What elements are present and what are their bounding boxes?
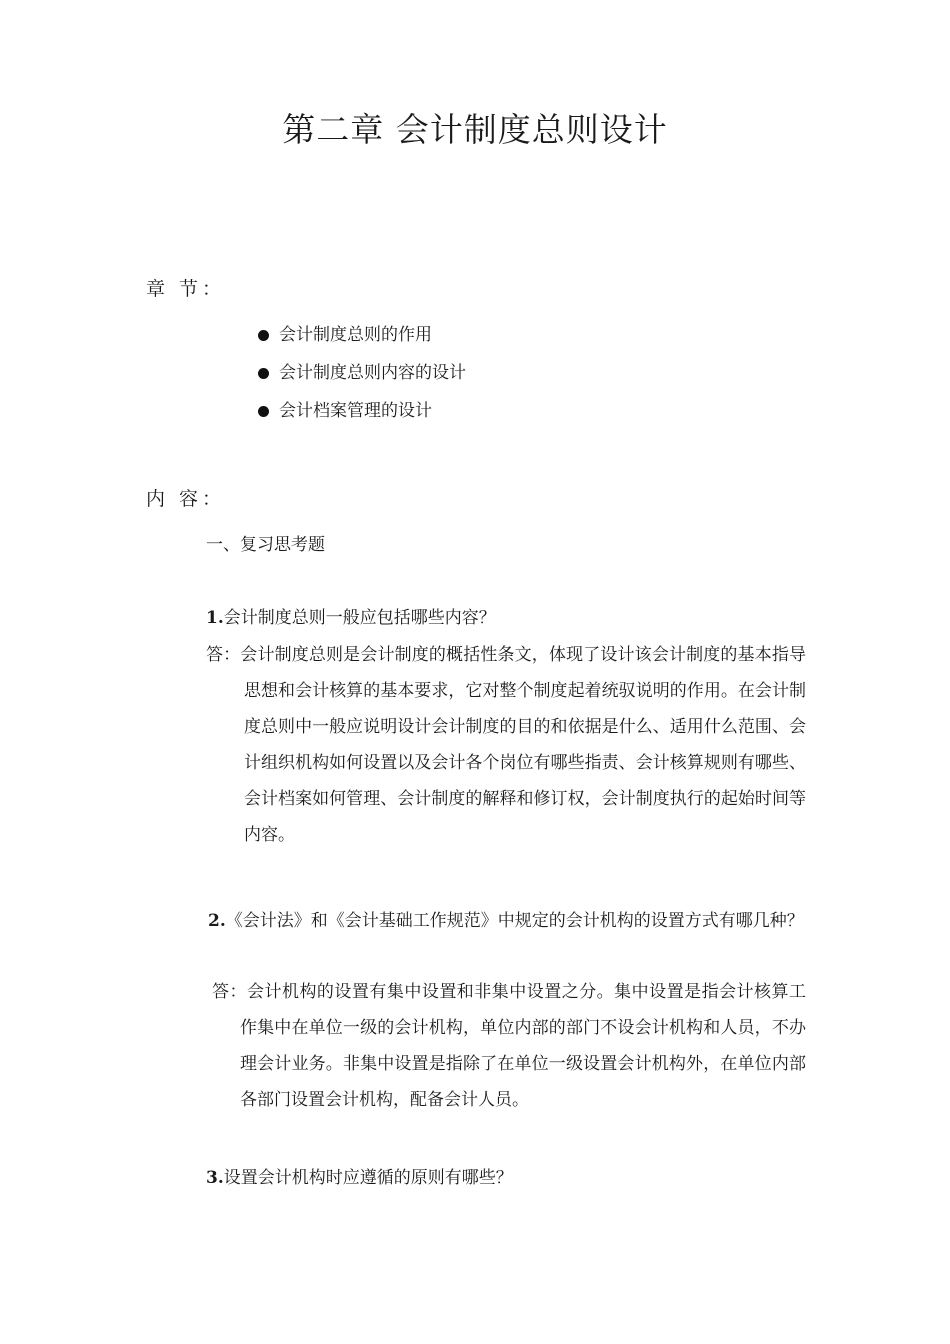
question-number: 2. bbox=[208, 911, 226, 931]
bullet-icon bbox=[258, 406, 269, 417]
answer-1 bbox=[206, 637, 806, 853]
chapter-list bbox=[258, 316, 466, 430]
question-number: 1. bbox=[206, 608, 224, 628]
bullet-icon bbox=[258, 330, 269, 341]
content-label: 内 容： bbox=[146, 488, 226, 510]
bullet-icon bbox=[258, 368, 269, 379]
answer-text: 会计制度总则是会计制度的概括性条文，体现了设计该会计制度的基本指导思想和会计核算的基本要求，它对整个制度起着统驭说明的作用。在会计制度总则中一般应说明设计会计制度的目的和依据是什么、适用什么范围、会计组织机构如何设置以及会计各个岗位有哪些指责、会计核算规则有哪些、会计档案如何管理、会计制度的解释和修订权，会计制度执行的起始时间等内容。 bbox=[240, 645, 807, 845]
list-item bbox=[258, 316, 466, 354]
chapter-item-label: 会计制度总则内容的设计 bbox=[279, 363, 466, 383]
answer-2 bbox=[212, 974, 806, 1118]
chapter-item-label: 会计档案管理的设计 bbox=[279, 401, 432, 421]
section-heading: 一、复习思考题 bbox=[206, 535, 325, 555]
question-text: 《会计法》和《会计基础工作规范》中规定的会计机构的设置方式有哪几种？ bbox=[225, 911, 804, 931]
question-1 bbox=[206, 604, 806, 632]
page-title: 第二章 会计制度总则设计 bbox=[282, 110, 668, 149]
answer-prefix: 答： bbox=[212, 982, 247, 1002]
answer-text: 会计机构的设置有集中设置和非集中设置之分。集中设置是指会计核算工作集中在单位一级的会计机构，单位内部的部门不设会计机构和人员，不办理会计业务。非集中设置是指除了在单位一级设置会计机构外，在单位内部各部门设置会计机构，配备会计人员。 bbox=[240, 982, 807, 1110]
list-item bbox=[258, 392, 466, 430]
chapter-item-label: 会计制度总则的作用 bbox=[279, 325, 432, 345]
list-item bbox=[258, 354, 466, 392]
question-number: 3. bbox=[206, 1168, 224, 1188]
question-text: 设置会计机构时应遵循的原则有哪些？ bbox=[223, 1168, 513, 1188]
question-3 bbox=[206, 1164, 806, 1192]
answer-prefix: 答： bbox=[206, 645, 241, 665]
question-text: 会计制度总则一般应包括哪些内容？ bbox=[223, 608, 496, 628]
question-2 bbox=[208, 903, 806, 939]
chapters-label: 章 节： bbox=[146, 278, 226, 300]
